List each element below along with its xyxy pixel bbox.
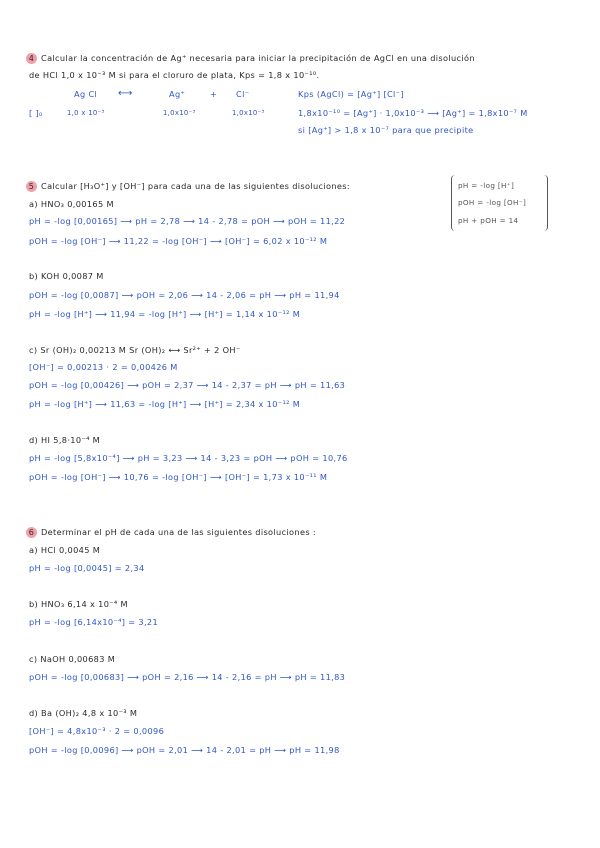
problem-number-badge: 5 xyxy=(26,181,37,192)
p5-b-line2: pH = -log [H⁺] ⟶ 11,94 = -log [H⁺] ⟶ [H⁺] = 1,14 x 10⁻¹² M xyxy=(29,309,301,319)
initial-conc-3: 1,0x10⁻³ xyxy=(232,109,265,117)
p5-a-line1: pH = -log [0,00165] ⟶ pH = 2,78 ⟶ 14 - 2,78 = pOH ⟶ pOH = 11,22 xyxy=(29,216,346,226)
p5-a-heading: a) HNO₃ 0,00165 M xyxy=(29,199,114,209)
initial-conc-1: 1,0 x 10⁻³ xyxy=(67,109,105,117)
formula-ph: pH = -log [H⁺] xyxy=(458,181,515,190)
p5-d-line1: pH = -log [5,8x10⁻⁴] ⟶ pH = 3,23 ⟶ 14 - 3,23 = pOH ⟶ pOH = 10,76 xyxy=(29,453,348,463)
p5-d-heading: d) HI 5,8·10⁻⁴ M xyxy=(29,435,101,445)
kps-calculation: 1,8x10⁻¹⁰ = [Ag⁺] · 1,0x10⁻³ ⟶ [Ag⁺] = 1,8x10⁻⁷ M xyxy=(298,108,528,118)
formula-poh: pOH = -log [OH⁻] xyxy=(458,198,527,207)
equation-reactant: Ag Cl xyxy=(74,89,98,99)
equation-product-1: Ag⁺ xyxy=(169,89,186,99)
p5-c-line3: pH = -log [H⁺] ⟶ 11,63 = -log [H⁺] ⟶ [H⁺] = 2,34 x 10⁻¹² M xyxy=(29,399,301,409)
kps-expression: Kps (AgCl) = [Ag⁺] [Cl⁻] xyxy=(298,89,404,99)
problem-5-text: Calcular [H₃O⁺] y [OH⁻] para cada una de las siguientes disoluciones: xyxy=(41,181,350,191)
p5-b-heading: b) KOH 0,0087 M xyxy=(29,271,104,281)
equation-plus: + xyxy=(210,89,218,99)
problem-4-statement-line2: de HCl 1,0 x 10⁻³ M si para el cloruro de plata, Kps = 1,8 x 10⁻¹⁰. xyxy=(29,70,320,80)
problem-4-statement-line1 xyxy=(26,53,475,64)
precipitation-conclusion: si [Ag⁺] > 1,8 x 10⁻⁷ para que precipite xyxy=(298,125,474,135)
problem-5-statement xyxy=(26,181,350,192)
p5-a-line2: pOH = -log [OH⁻] ⟶ 11,22 = -log [OH⁻] ⟶ [OH⁻] = 6,02 x 10⁻¹² M xyxy=(29,236,328,246)
equation-product-2: Cl⁻ xyxy=(236,89,250,99)
formula-box xyxy=(451,175,548,231)
p5-d-line2: pOH = -log [OH⁻] ⟶ 10,76 = -log [OH⁻] ⟶ [OH⁻] = 1,73 x 10⁻¹¹ M xyxy=(29,472,328,482)
initial-conc-2: 1,0x10⁻³ xyxy=(163,109,196,117)
p6-c-line1: pOH = -log [0,00683] ⟶ pOH = 2,16 ⟶ 14 - 2,16 = pH ⟶ pH = 11,83 xyxy=(29,672,346,682)
initial-conc-label: [ ]₀ xyxy=(29,108,43,118)
equation-arrow: ⟷ xyxy=(118,88,133,99)
p6-d-heading: d) Ba (OH)₂ 4,8 x 10⁻³ M xyxy=(29,708,138,718)
problem-number-badge: 4 xyxy=(26,53,37,64)
problem-4-text: Calcular la concentración de Ag⁺ necesaria para iniciar la precipitación de AgCl en una disolución xyxy=(41,53,475,63)
p6-b-heading: b) HNO₃ 6,14 x 10⁻⁴ M xyxy=(29,599,128,609)
p6-d-line2: pOH = -log [0,0096] ⟶ pOH = 2,01 ⟶ 14 - 2,01 = pH ⟶ pH = 11,98 xyxy=(29,745,340,755)
problem-6-text: Determinar el pH de cada una de las siguientes disoluciones : xyxy=(41,527,317,537)
p6-d-line1: [OH⁻] = 4,8x10⁻³ · 2 = 0,0096 xyxy=(29,726,165,736)
p5-c-heading: c) Sr (OH)₂ 0,00213 M Sr (OH)₂ ⟷ Sr²⁺ + 2 OH⁻ xyxy=(29,345,241,355)
problem-6-statement xyxy=(26,527,316,538)
p5-b-line1: pOH = -log [0,0087] ⟶ pOH = 2,06 ⟶ 14 - 2,06 = pH ⟶ pH = 11,94 xyxy=(29,290,340,300)
p5-c-line2: pOH = -log [0,00426] ⟶ pOH = 2,37 ⟶ 14 - 2,37 = pH ⟶ pH = 11,63 xyxy=(29,380,346,390)
p5-c-line1: [OH⁻] = 0,00213 · 2 = 0,00426 M xyxy=(29,362,178,372)
problem-number-badge: 6 xyxy=(26,527,37,538)
p6-b-line1: pH = -log [6,14x10⁻⁴] = 3,21 xyxy=(29,617,159,627)
p6-c-heading: c) NaOH 0,00683 M xyxy=(29,654,116,664)
formula-sum: pH + pOH = 14 xyxy=(458,216,519,225)
p6-a-line1: pH = -log [0,0045] = 2,34 xyxy=(29,563,145,573)
p6-a-heading: a) HCl 0,0045 M xyxy=(29,545,101,555)
